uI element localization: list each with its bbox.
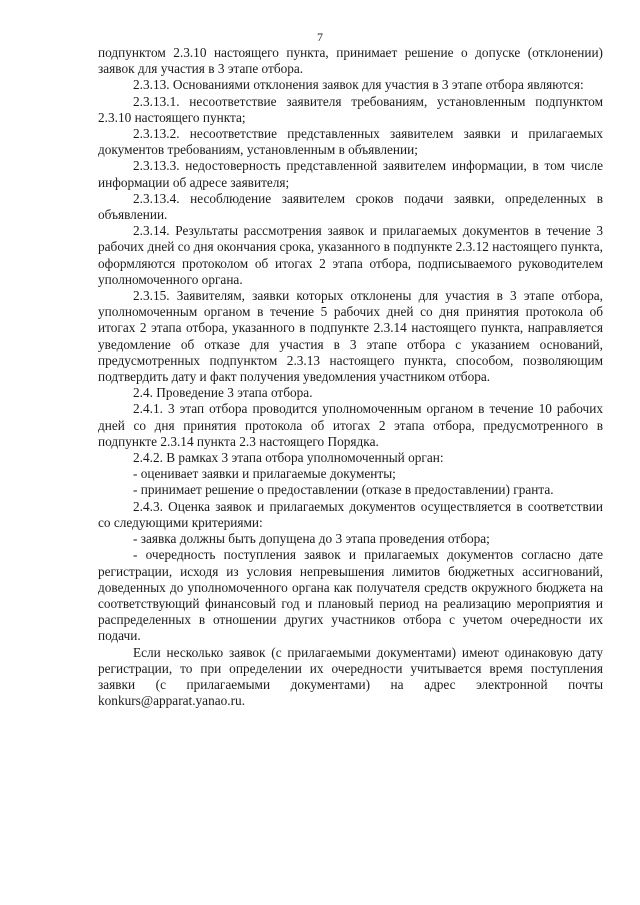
paragraph: 2.3.13. Основаниями отклонения заявок для участия в 3 этапе отбора являются:: [133, 77, 584, 93]
list-item: - принимает решение о предоставлении (отказе в предоставлении) гранта.: [133, 482, 554, 498]
section-heading: 2.4. Проведение 3 этапа отбора.: [133, 385, 313, 401]
paragraph: 2.3.13.3. недостоверность представленной заявителем информации, в том числе информации об адресе заявителя;: [98, 158, 603, 190]
paragraph: 2.3.15. Заявителям, заявки которых отклонены для участия в 3 этапе отбора, уполномоченным органом в течение 5 рабочих дней со дня принятия протокола об итогах 2 этапа отбора, указанного в подпункте 2.3.14 настоящего пункта, направляется уведомление об отказе для участия в 3 этапе отбора с указанием оснований, предусмотренных подпунктом 2.3.13 настоящего пункта, способом, позволяющим подтвердить дату и факт получения уведомления участником отбора.: [98, 288, 603, 385]
document-body: [98, 45, 603, 709]
paragraph: 2.4.1. 3 этап отбора проводится уполномоченным органом в течение 10 рабочих дней со дня принятия протокола об итогах 2 этапа отбора, предусмотренного в подпункте 2.3.14 пункта 2.3 настоящего Порядка.: [98, 401, 603, 449]
list-item: - оценивает заявки и прилагаемые документы;: [133, 466, 396, 482]
paragraph: Если несколько заявок (с прилагаемыми документами) имеют одинаковую дату регистрации, то при определении их очередности учитывается время поступления заявки (с прилагаемыми документами) на адрес электронной почты konkurs@apparat.yanao.ru.: [98, 644, 603, 709]
paragraph: 2.4.3. Оценка заявок и прилагаемых документов осуществляется в соответствии со следующими критериями:: [98, 498, 603, 530]
page-number: 7: [317, 30, 323, 44]
paragraph: 2.3.14. Результаты рассмотрения заявок и прилагаемых документов в течение 3 рабочих дней со дня окончания срока, указанного в подпункте 2.3.12 настоящего пункта, оформляются протоколом об итогах 2 этапа отбора, подписываемого руководителем уполномоченного органа.: [98, 223, 603, 287]
list-item: - очередность поступления заявок и прилагаемых документов согласно дате регистрации, исходя из условия непревышения лимитов бюджетных ассигнований, доведенных до уполномоченного органа как получателя средств окружного бюджета на соответствующий финансовый год и плановый период на реализацию мероприятия и распределенных в отношении других участников отбора с учетом очередности их подачи.: [98, 547, 603, 644]
paragraph: 2.3.13.4. несоблюдение заявителем сроков подачи заявки, определенных в объявлении.: [98, 190, 603, 223]
paragraph: 2.4.2. В рамках 3 этапа отбора уполномоченный орган:: [133, 450, 444, 466]
paragraph: подпунктом 2.3.10 настоящего пункта, принимает решение о допуске (отклонении) заявок для участия в 3 этапе отбора.: [98, 45, 603, 77]
paragraph: 2.3.13.1. несоответствие заявителя требованиям, установленным подпунктом 2.3.10 настоящего пункта;: [98, 93, 603, 125]
paragraph: 2.3.13.2. несоответствие представленных заявителем заявки и прилагаемых документов требованиям, установленным в объявлении;: [98, 126, 603, 158]
list-item: - заявка должны быть допущена до 3 этапа проведения отбора;: [133, 531, 490, 547]
